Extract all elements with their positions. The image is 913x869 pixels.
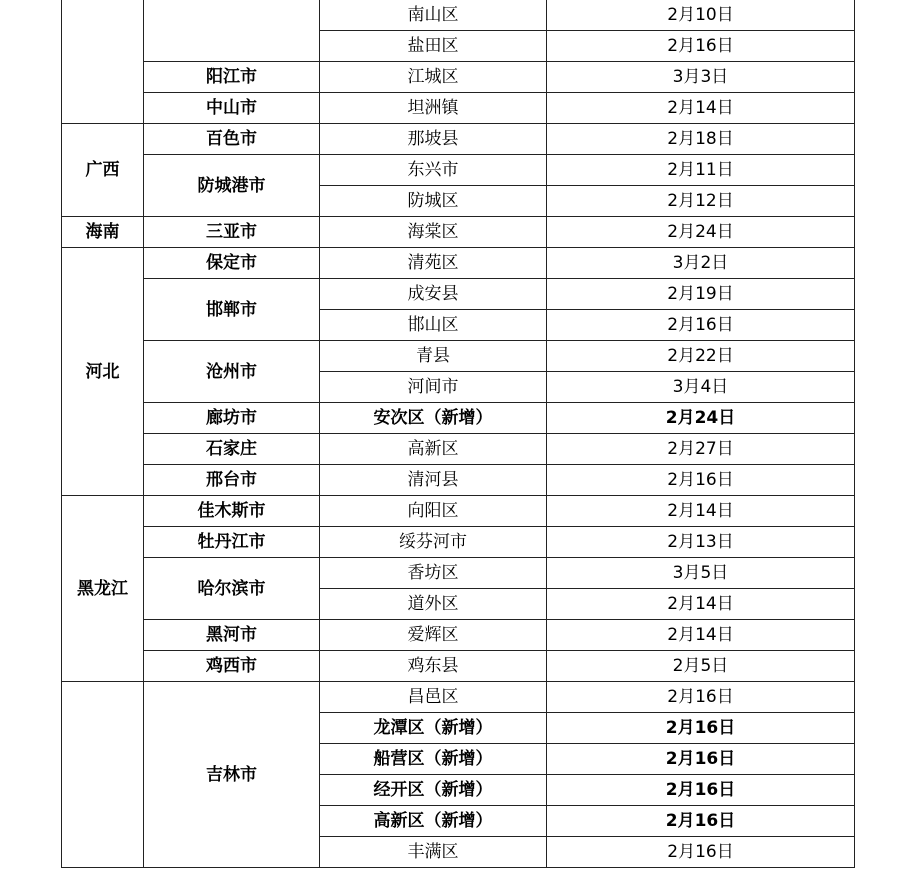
date-cell: 2月16日 xyxy=(547,310,855,341)
district-cell: 江城区 xyxy=(320,62,547,93)
city-cell: 牡丹江市 xyxy=(144,527,320,558)
district-cell: 清苑区 xyxy=(320,248,547,279)
district-cell: 爱辉区 xyxy=(320,620,547,651)
district-cell: 南山区 xyxy=(320,0,547,31)
city-cell: 沧州市 xyxy=(144,341,320,403)
district-cell: 海棠区 xyxy=(320,217,547,248)
district-cell: 盐田区 xyxy=(320,31,547,62)
district-cell: 经开区（新增） xyxy=(320,775,547,806)
date-cell: 2月14日 xyxy=(547,620,855,651)
date-cell: 2月16日 xyxy=(547,31,855,62)
district-cell: 香坊区 xyxy=(320,558,547,589)
date-cell: 2月5日 xyxy=(547,651,855,682)
city-cell: 廊坊市 xyxy=(144,403,320,434)
city-cell: 邯郸市 xyxy=(144,279,320,341)
date-cell: 2月16日 xyxy=(547,713,855,744)
date-cell: 2月16日 xyxy=(547,465,855,496)
date-cell: 2月16日 xyxy=(547,775,855,806)
district-cell: 鸡东县 xyxy=(320,651,547,682)
table-row xyxy=(62,527,855,558)
table-row xyxy=(62,496,855,527)
table-row xyxy=(62,341,855,372)
district-cell: 那坡县 xyxy=(320,124,547,155)
table-row xyxy=(62,620,855,651)
table-row xyxy=(62,279,855,310)
city-cell: 百色市 xyxy=(144,124,320,155)
district-cell: 清河县 xyxy=(320,465,547,496)
province-cell: 广西 xyxy=(62,124,144,217)
outbreak-areas-table xyxy=(61,0,855,868)
date-cell: 2月10日 xyxy=(547,0,855,31)
date-cell: 2月12日 xyxy=(547,186,855,217)
city-cell: 鸡西市 xyxy=(144,651,320,682)
district-cell: 成安县 xyxy=(320,279,547,310)
city-cell: 三亚市 xyxy=(144,217,320,248)
table-row xyxy=(62,124,855,155)
district-cell: 向阳区 xyxy=(320,496,547,527)
city-cell: 吉林市 xyxy=(144,682,320,868)
city-cell: 石家庄 xyxy=(144,434,320,465)
date-cell: 2月13日 xyxy=(547,527,855,558)
table-row xyxy=(62,403,855,434)
city-cell: 阳江市 xyxy=(144,62,320,93)
date-cell: 2月14日 xyxy=(547,589,855,620)
date-cell: 2月16日 xyxy=(547,837,855,868)
date-cell: 3月2日 xyxy=(547,248,855,279)
district-cell: 河间市 xyxy=(320,372,547,403)
district-cell: 道外区 xyxy=(320,589,547,620)
city-cell: 黑河市 xyxy=(144,620,320,651)
province-cell: 海南 xyxy=(62,217,144,248)
date-cell: 2月16日 xyxy=(547,682,855,713)
province-cell: 河北 xyxy=(62,248,144,496)
district-cell: 高新区 xyxy=(320,434,547,465)
table-row xyxy=(62,682,855,713)
date-cell: 2月27日 xyxy=(547,434,855,465)
table-row xyxy=(62,248,855,279)
city-cell: 保定市 xyxy=(144,248,320,279)
district-cell: 坦洲镇 xyxy=(320,93,547,124)
date-cell: 2月14日 xyxy=(547,93,855,124)
city-cell: 哈尔滨市 xyxy=(144,558,320,620)
district-cell: 丰满区 xyxy=(320,837,547,868)
table-row xyxy=(62,558,855,589)
province-cell xyxy=(62,682,144,868)
district-cell: 高新区（新增） xyxy=(320,806,547,837)
date-cell: 3月5日 xyxy=(547,558,855,589)
date-cell: 2月24日 xyxy=(547,217,855,248)
district-cell: 邯山区 xyxy=(320,310,547,341)
table-row xyxy=(62,651,855,682)
date-cell: 3月3日 xyxy=(547,62,855,93)
province-cell: 黑龙江 xyxy=(62,496,144,682)
district-cell: 绥芬河市 xyxy=(320,527,547,558)
city-cell: 佳木斯市 xyxy=(144,496,320,527)
city-cell xyxy=(144,0,320,62)
city-cell: 邢台市 xyxy=(144,465,320,496)
date-cell: 2月24日 xyxy=(547,403,855,434)
date-cell: 2月18日 xyxy=(547,124,855,155)
district-cell: 船营区（新增） xyxy=(320,744,547,775)
province-cell xyxy=(62,0,144,124)
district-cell: 防城区 xyxy=(320,186,547,217)
district-cell: 东兴市 xyxy=(320,155,547,186)
district-cell: 昌邑区 xyxy=(320,682,547,713)
district-cell: 青县 xyxy=(320,341,547,372)
district-cell: 安次区（新增） xyxy=(320,403,547,434)
table-row xyxy=(62,465,855,496)
date-cell: 3月4日 xyxy=(547,372,855,403)
city-cell: 中山市 xyxy=(144,93,320,124)
table-row xyxy=(62,62,855,93)
date-cell: 2月16日 xyxy=(547,744,855,775)
date-cell: 2月16日 xyxy=(547,806,855,837)
table-row xyxy=(62,217,855,248)
city-cell: 防城港市 xyxy=(144,155,320,217)
table-row xyxy=(62,93,855,124)
date-cell: 2月19日 xyxy=(547,279,855,310)
date-cell: 2月14日 xyxy=(547,496,855,527)
district-cell: 龙潭区（新增） xyxy=(320,713,547,744)
date-cell: 2月11日 xyxy=(547,155,855,186)
table-row xyxy=(62,434,855,465)
date-cell: 2月22日 xyxy=(547,341,855,372)
table-row xyxy=(62,0,855,31)
table-row xyxy=(62,155,855,186)
